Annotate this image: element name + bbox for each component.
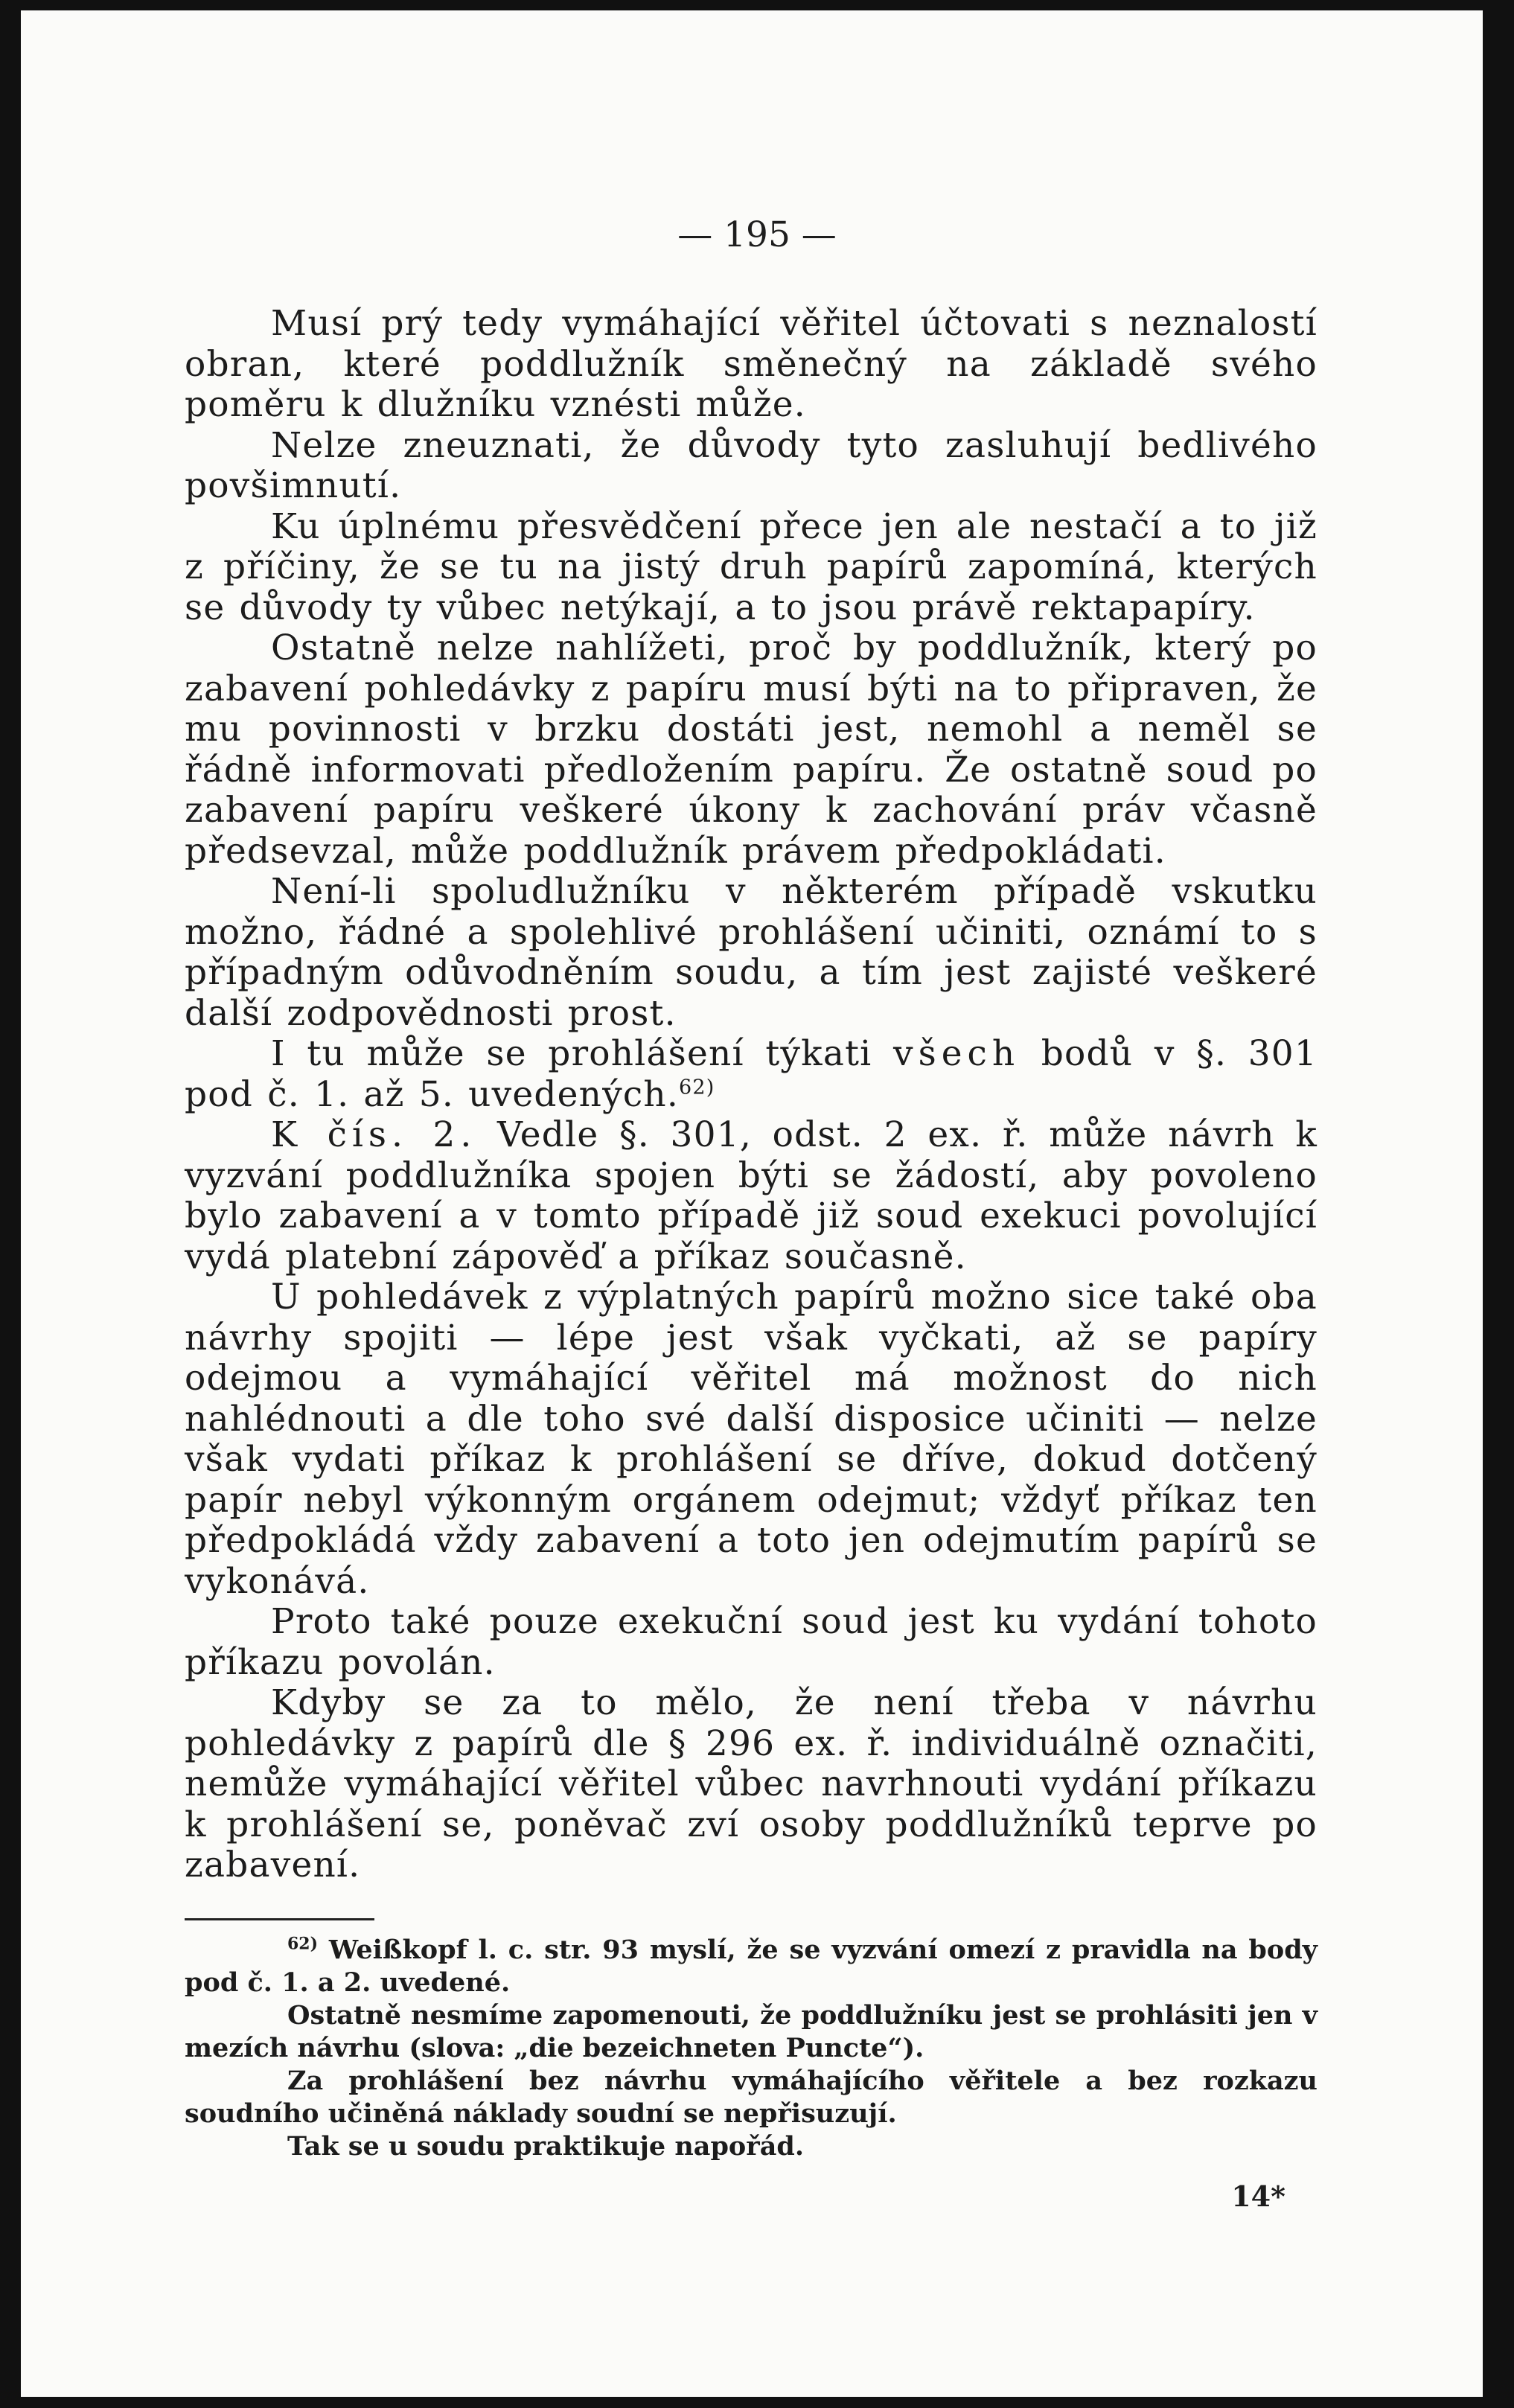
paragraph: Ku úplnému přesvědčení přece jen ale nestačí a to již z příčiny, že se tu na jistý druh papírů zapomíná, kterých se důvody ty vůbec netýkají, a to jsou právě rektapapíry.	[185, 505, 1317, 628]
spaced-emphasis: všech	[893, 1033, 1020, 1074]
paragraph: Nelze zneuznati, že důvody tyto zasluhují bedlivého povšimnutí.	[185, 424, 1317, 506]
text-segment: bodů v §. 301 pod č. 1. až 5. uvedených.	[185, 1033, 1318, 1115]
text-segment: I tu může se prohlášení týkati	[271, 1033, 872, 1074]
footnotes	[185, 1934, 1317, 2163]
paragraph: Není-li spoludlužníku v některém případě vskutku možno, řádné a spolehlivé prohlášení učiniti, oznámí to s případným odůvodněním soudu, a tím jest zajisté veškeré další zodpovědnosti prost.	[185, 871, 1317, 1034]
paragraph: Musí prý tedy vymáhající věřitel účtovati s neznalostí obran, které poddlužník směnečný na základě svého poměru k dlužníku vznésti může.	[185, 303, 1317, 425]
footnote-item: Ostatně nesmíme zapomenouti, že poddlužníku jest se prohlásiti jen v mezích návrhu (slova: „die bezeichneten Puncte“).	[185, 2000, 1317, 2063]
section-heading: K čís. 2.	[271, 1114, 477, 1155]
body-text	[185, 304, 1317, 1886]
footnote-text: Weißkopf l. c. str. 93 myslí, že se vyzvání omezí z pravidla na body pod č. 1. a 2. uvedené.	[185, 1935, 1318, 1998]
footnote-mark: 62)	[287, 1934, 319, 1954]
page-number: — 195 —	[677, 214, 837, 255]
footnote-item	[185, 1934, 1317, 1999]
footnote-divider	[185, 1918, 374, 1920]
paragraph: Proto také pouze exekuční soud jest ku vydání tohoto příkazu povolán.	[185, 1601, 1317, 1683]
text-segment: Vedle §. 301, odst. 2 ex. ř. může návrh k vyzvání poddlužníka spojen býti se žádostí, aby povoleno bylo zabavení a v tomto případě již soud exekuci povolující vydá platební zápověď a příkaz současně.	[185, 1114, 1318, 1277]
paragraph: Kdyby se za to mělo, že není třeba v návrhu pohledávky z papírů dle § 296 ex. ř. individuálně označiti, nemůže vymáhající věřitel vůbec navrhnouti vydání příkazu k prohlášení se, poněvač zví osoby poddlužníků teprve po zabavení.	[185, 1682, 1317, 1885]
paragraph	[185, 1115, 1317, 1277]
signature-mark: 14*	[1231, 2179, 1285, 2213]
footnote-item: Za prohlášení bez návrhu vymáhajícího věřitele a bez rozkazu soudního učiněná náklady soudní se nepřisuzují.	[185, 2066, 1317, 2129]
paragraph: U pohledávek z výplatných papírů možno sice také oba návrhy spojiti — lépe jest však vyčkati, až se papíry odejmou a vymáhající věřitel má možnost do nich nahlédnouti a dle toho své další disposice učiniti — nelze však vydati příkaz k prohlášení se dříve, dokud dotčený papír nebyl výkonným orgánem odejmut; vždyť příkaz ten předpokládá vždy zabavení a toto jen odejmutím papírů se vykonává.	[185, 1277, 1317, 1602]
paragraph: Ostatně nelze nahlížeti, proč by poddlužník, který po zabavení pohledávky z papíru musí býti na to připraven, že mu povinnosti v brzku dostáti jest, nemohl a neměl se řádně informovati předložením papíru. Že ostatně soud po zabavení papíru veškeré úkony k zachování práv včasně předsevzal, může poddlužník právem předpokládati.	[185, 627, 1317, 872]
footnote-item: Tak se u soudu praktikuje napořád.	[287, 2131, 805, 2162]
paragraph	[185, 1034, 1317, 1115]
footnote-reference: 62)	[679, 1075, 715, 1099]
